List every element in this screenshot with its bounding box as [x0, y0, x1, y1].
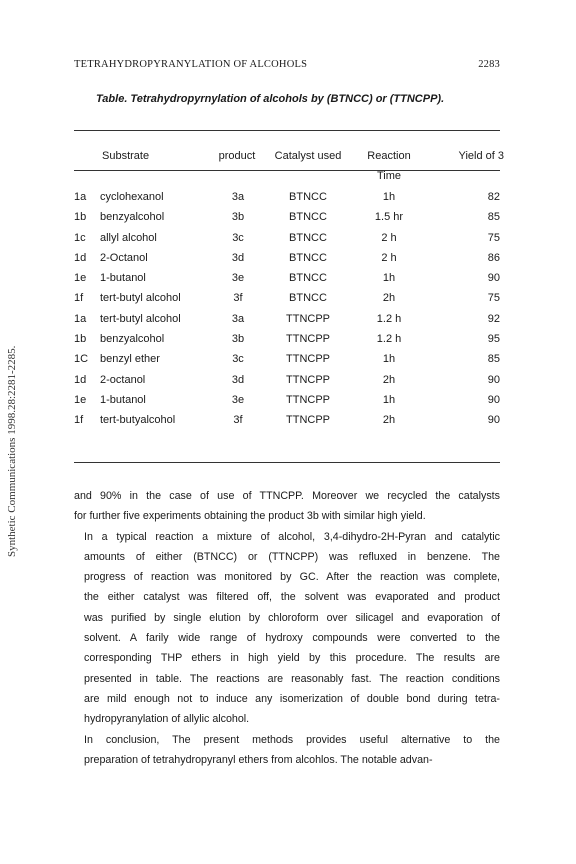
row-product: 3b: [231, 333, 245, 346]
row-yield: 90: [487, 373, 500, 386]
row-yield: 90: [487, 272, 500, 285]
row-reaction-time: 2 h: [381, 251, 397, 264]
text-line: corresponding THP ethers in high yield by this procedure. The results are: [84, 652, 500, 665]
paragraph-1: [74, 486, 500, 527]
row-catalyst: TTNCPP: [286, 414, 330, 427]
row-product: 3d: [231, 251, 245, 264]
table-header-row-2: [74, 170, 500, 191]
row-yield: 75: [487, 231, 500, 244]
row-substrate: cyclohexanol: [100, 191, 164, 203]
header-catalyst: Catalyst used: [274, 150, 342, 162]
text-line: solvent. A farily wide range of hydroxy compounds were converted to the: [84, 632, 500, 645]
row-product: 3a: [231, 191, 245, 203]
row-substrate: 2-Octanol: [100, 251, 148, 264]
table-bottom-rule: [74, 462, 500, 463]
row-catalyst: BTNCC: [289, 292, 327, 305]
header-time: Time: [376, 170, 402, 182]
table-row: [74, 191, 500, 211]
row-reaction-time: 1h: [382, 393, 396, 406]
row-id: 1d: [74, 251, 87, 264]
row-catalyst: TTNCPP: [286, 312, 330, 325]
row-product: 3f: [233, 292, 243, 305]
text-line: for further five experiments obtaining the product 3b with similar high yield.: [74, 510, 426, 523]
running-head: [74, 59, 500, 73]
row-product: 3e: [231, 272, 245, 285]
table-row: [74, 333, 500, 353]
table-body: [74, 191, 500, 435]
row-id: 1d: [74, 373, 87, 386]
header-reaction: Reaction: [367, 150, 411, 162]
row-reaction-time: 2 h: [381, 231, 397, 244]
row-catalyst: BTNCC: [289, 272, 327, 285]
row-id: 1b: [74, 333, 87, 346]
row-id: 1a: [74, 312, 87, 325]
text-line: amounts of either (BTNCC) or (TTNCPP) was refluxed in benzene. The: [84, 550, 500, 563]
row-id: 1a: [74, 191, 87, 203]
row-id: 1f: [74, 292, 84, 305]
row-substrate: benzyalcohol: [100, 333, 165, 346]
row-reaction-time: 2h: [382, 373, 396, 386]
row-substrate: tert-butyl alcohol: [100, 292, 181, 305]
row-substrate: 1-butanol: [100, 393, 146, 406]
row-id: 1f: [74, 414, 84, 427]
row-catalyst: TTNCPP: [286, 373, 330, 386]
row-catalyst: BTNCC: [289, 251, 327, 264]
table-row: [74, 313, 500, 333]
text-line: and 90% in the case of use of TTNCPP. Moreover we recycled the catalysts: [74, 490, 500, 502]
row-reaction-time: 1.2 h: [376, 312, 402, 325]
text-line: the either catalyst was filtered off, the solvent was evaporated and product: [84, 591, 500, 604]
text-line: was purified by single elution by chloroform over silicagel and evaporation of: [84, 611, 500, 624]
row-reaction-time: 2h: [382, 292, 396, 305]
table-row: [74, 252, 500, 272]
row-yield: 90: [487, 414, 500, 427]
row-id: 1C: [74, 353, 89, 366]
text-line: In a typical reaction a mixture of alcohol, 3,4-dihydro-2H-Pyran and catalytic: [84, 530, 500, 543]
row-yield: 90: [487, 393, 500, 406]
row-product: 3e: [231, 393, 245, 406]
row-id: 1b: [74, 211, 87, 224]
row-id: 1c: [74, 231, 86, 244]
row-product: 3c: [232, 353, 244, 366]
table-header-row: [74, 150, 504, 170]
row-product: 3a: [231, 312, 245, 325]
row-yield: 95: [487, 333, 500, 346]
row-yield: 82: [487, 191, 500, 203]
row-reaction-time: 1h: [382, 272, 396, 285]
header-yield: Yield of 3: [458, 150, 504, 162]
results-table: [74, 150, 504, 435]
row-substrate: tert-butyalcohol: [100, 414, 176, 427]
header-product: product: [218, 150, 256, 162]
table-row: [74, 353, 500, 373]
text-line: hydropyranylation of allylic alcohol.: [84, 713, 250, 726]
row-catalyst: BTNCC: [289, 191, 327, 203]
row-reaction-time: 1h: [382, 191, 396, 203]
row-yield: 85: [487, 353, 500, 366]
row-yield: 75: [487, 292, 500, 305]
page-number: 2283: [478, 59, 500, 70]
row-reaction-time: 1.5 hr: [374, 211, 404, 224]
row-yield: 85: [487, 211, 500, 224]
row-id: 1e: [74, 393, 87, 406]
journal-citation-margin: Synthetic Communications 1998.28:2281-2285.: [6, 345, 18, 557]
text-line: presented in table. The reactions are reasonably fast. The reaction conditions: [84, 672, 500, 685]
row-product: 3d: [231, 373, 245, 386]
text-line: progress of reaction was monitored by GC. After the reaction was complete,: [84, 571, 500, 584]
row-id: 1e: [74, 272, 87, 285]
row-product: 3c: [232, 231, 244, 244]
row-substrate: tert-butyl alcohol: [100, 312, 181, 325]
row-yield: 86: [487, 251, 500, 264]
text-line: are mild enough not to induce any isomerization of double bond during tetra-: [84, 692, 500, 705]
body-text: [74, 486, 500, 770]
row-reaction-time: 2h: [382, 414, 396, 427]
table-caption: Table. Tetrahydropyrnylation of alcohols by (BTNCC) or (TTNCPP).: [96, 93, 445, 105]
row-catalyst: BTNCC: [289, 211, 327, 224]
table-row: [74, 394, 500, 414]
row-substrate: benzyl ether: [100, 353, 160, 366]
row-substrate: 2-octanol: [100, 373, 146, 386]
paragraph-2: [74, 527, 500, 730]
running-head-title: TETRAHYDROPYRANYLATION OF ALCOHOLS: [74, 59, 308, 70]
table-row: [74, 232, 500, 252]
text-line: In conclusion, The present methods provides useful alternative to the: [84, 733, 500, 746]
table-row: [74, 374, 500, 394]
row-substrate: allyl alcohol: [100, 231, 157, 244]
row-substrate: benzyalcohol: [100, 211, 165, 224]
row-product: 3b: [231, 211, 245, 224]
row-product: 3f: [233, 414, 243, 427]
row-substrate: 1-butanol: [100, 272, 146, 285]
row-catalyst: TTNCPP: [286, 353, 330, 366]
paragraph-3: [74, 730, 500, 771]
table-row: [74, 272, 500, 292]
text-line: preparation of tetrahydropyranyl ethers from alcohlos. The notable advan-: [84, 753, 433, 766]
table-row: [74, 414, 500, 434]
table-row: [74, 211, 500, 231]
row-reaction-time: 1h: [382, 353, 396, 366]
table-top-rule: [74, 130, 500, 131]
row-catalyst: TTNCPP: [286, 333, 330, 346]
row-reaction-time: 1.2 h: [376, 333, 402, 346]
table-row: [74, 292, 500, 312]
row-catalyst: TTNCPP: [286, 393, 330, 406]
row-yield: 92: [487, 312, 500, 325]
row-catalyst: BTNCC: [289, 231, 327, 244]
header-substrate: Substrate: [102, 150, 150, 162]
